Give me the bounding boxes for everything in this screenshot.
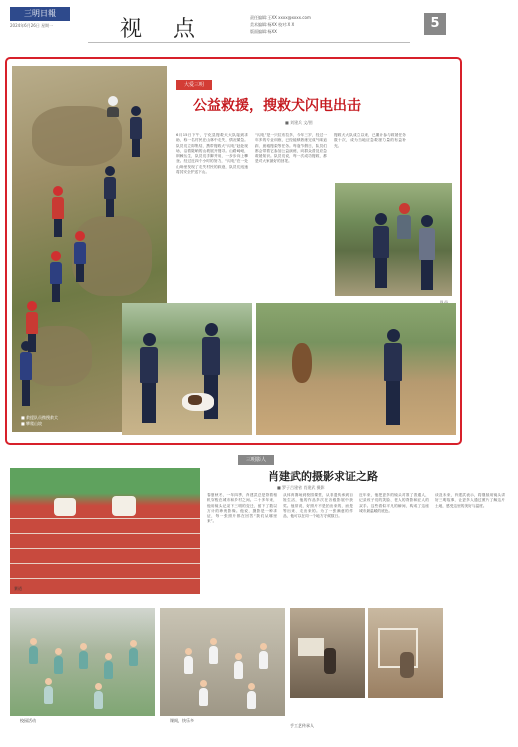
photo-handler-and-dog	[122, 303, 252, 435]
photo-running-track	[10, 468, 200, 594]
byline: ■ 罗子吕建省 肖建武 摄影	[277, 485, 325, 490]
caption-kids: 校园活动	[20, 718, 36, 723]
article-column: 从体育赛场到校园课堂，从非遗传承到百姓生活，他的作品多次在各级影展中获奖。他常说，好照片不是拍出来的，而是等出来、走出来的。为了一张满意的作品，他可以在同一个地方守候数日。	[283, 493, 353, 519]
article-column: “闪电”是一只拉布拉多，今年三岁，经过一年多的专业训练，已经能够熟练完成气味追踪、废墟搜索等任务。每逢节假日，队员们都会带着它参加公益演练，向群众普及应急救援知识。队员们说，每一次成功搜救，都是对大家最好的回报。	[255, 133, 327, 164]
column-tag: 三明影人	[238, 455, 274, 465]
caption-climb: ■ 救援队员携搜救犬 ■ 攀爬山坡	[21, 415, 59, 426]
headline: 肖建武的摄影求证之路	[268, 470, 378, 483]
photo-elder	[368, 608, 443, 698]
byline: ■ 刘建兵 文/图	[285, 120, 313, 125]
page-number: 5	[424, 13, 446, 35]
section-title: 视 点	[120, 17, 207, 42]
issue-date: 2024年6月26日 星期一	[10, 23, 54, 28]
caption-artisan: 手工艺传承人	[290, 723, 314, 728]
photo-dog-jumping	[256, 303, 456, 435]
photo-artisan	[290, 608, 365, 698]
header-divider	[88, 42, 410, 43]
photo-kids-activity	[10, 608, 155, 716]
column-tag: 大爱三明	[176, 80, 212, 90]
article-column: 近年来，他把更多的镜头对准了普通人，记录孩子们的笑脸、老人的背影和匠人的双手。这些看似平凡的瞬间，构成了这座城市最温暖的底色。	[359, 493, 429, 513]
photo-team-with-dog	[335, 183, 452, 296]
article-column: 6月15日下午，宁化县搜救犬大队接到求助，称一名村民在山林中走失，情况紧急。队员们立即集结，携带搜救犬“闪电”赶赴现场，沿着陡峭的山坡展开搜寻。山路崎岖，荆棘丛生，队员们手脚并用，一步步向上攀登。经过近四个小时的努力，“闪电”在一处山坳里发现了走失村民的踪迹，队员们迅速将其安全护送下山。	[176, 133, 248, 175]
caption-track: 赛道	[14, 586, 22, 591]
article-column: 谈及未来，肖建武表示，将继续用镜头讲好三明故事，让更多人通过照片了解这片土地，感受这里的美好与温度。	[435, 493, 505, 508]
photo-school-kids	[160, 608, 285, 716]
caption-school: 课间，快乐多	[170, 718, 194, 723]
headline: 公益救援，搜救犬闪电出击	[193, 98, 361, 114]
article-column: 搜救犬大队成立以来，已累计参与救援任务数十次，成为当地应急救援力量的有益补充。	[334, 133, 406, 148]
newspaper-masthead: 三明日報	[10, 7, 70, 21]
editor-credits: 责任编辑:王XX xxxx@xxxx.com 美术编辑:杨XX 校对:X X 版面编辑:杨XX	[250, 15, 311, 34]
article-column: 春夏秋冬，一年四季，肖建武总是背着相机穿梭在城市和乡村之间。二十多年来，他用镜头记录下三明的变迁，留下了数以万计的珍贵影像。他说，摄影是一种求证，每一张照片都在回答“我们从哪里来”。	[207, 493, 277, 524]
